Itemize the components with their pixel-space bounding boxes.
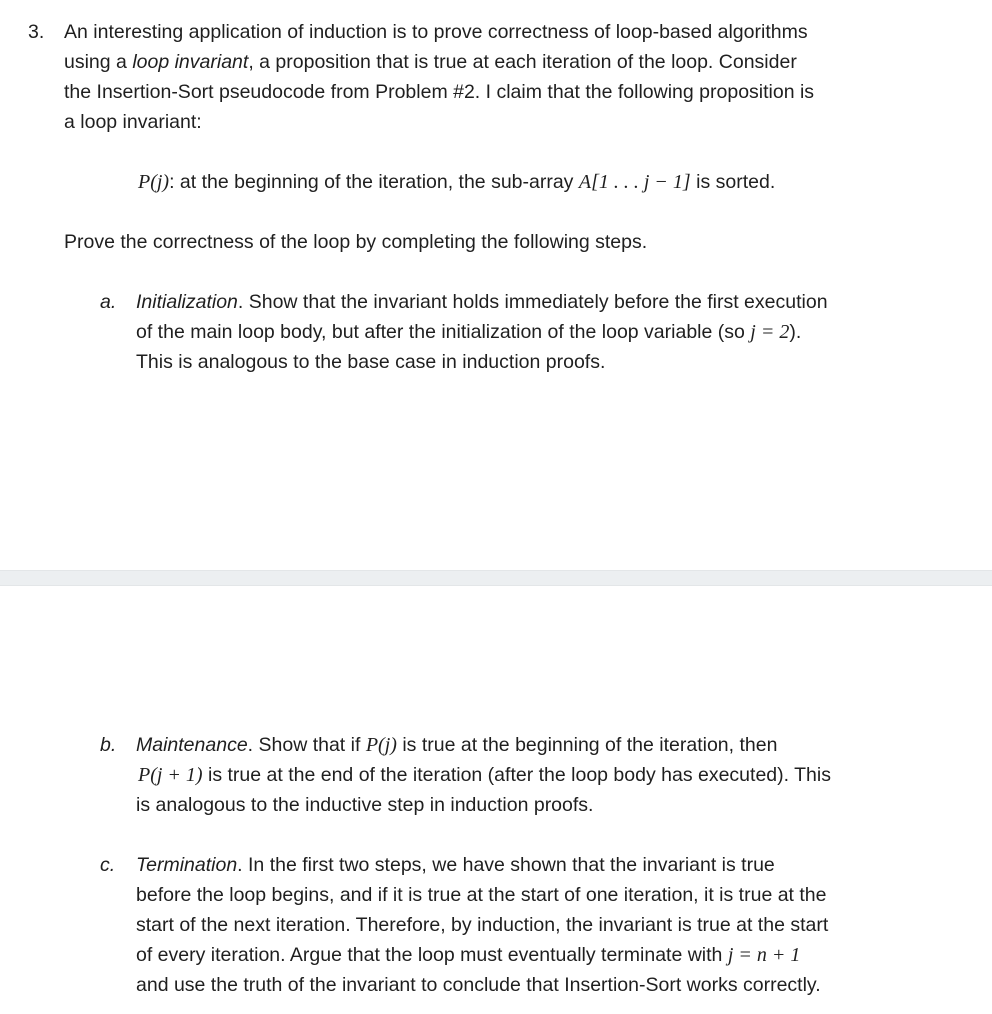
math-p-of-j-plus-1: P(j + 1) [138, 764, 203, 786]
term-loop-invariant: loop invariant [132, 51, 249, 73]
math-p-of-j-b: P(j) [365, 734, 397, 756]
section-divider [0, 570, 992, 586]
part-b-line-2: P(j + 1) is true at the end of the iteration (after the loop body has executed). This [138, 764, 831, 786]
intro-line-1: An interesting application of induction is to prove correctness of loop-based algorithms [64, 21, 808, 43]
part-a-line-3: This is analogous to the base case in induction proofs. [136, 351, 606, 373]
part-c-marker: c. [100, 854, 116, 876]
part-c-line-3: start of the next iteration. Therefore, by induction, the invariant is true at the start [136, 914, 829, 936]
part-c-line-5: and use the truth of the invariant to conclude that Insertion-Sort works correctly. [136, 974, 821, 996]
part-c-line-2: before the loop begins, and if it is true at the start of one iteration, it is true at the [136, 884, 827, 906]
part-c-line-4: of every iteration. Argue that the loop must eventually terminate with j = n + 1 [136, 944, 801, 966]
prove-instruction: Prove the correctness of the loop by completing the following steps. [64, 231, 648, 253]
invariant-proposition: P(j): at the beginning of the iteration, the sub-array A[1 . . . j − 1] is sorted. [138, 171, 776, 193]
math-subarray: A[1 . . . j − 1] [578, 171, 691, 193]
part-a-marker: a. [100, 291, 117, 313]
intro-line-3: the Insertion-Sort pseudocode from Problem #2. I claim that the following proposition is [64, 81, 815, 103]
part-b-line-3: is analogous to the inductive step in induction proofs. [136, 794, 594, 816]
math-j-equals-n-plus-1: j = n + 1 [727, 944, 801, 966]
intro-line-4: a loop invariant: [64, 111, 202, 133]
part-b-line-1: Maintenance. Show that if P(j) is true at the beginning of the iteration, then [136, 734, 778, 756]
part-b-marker: b. [100, 734, 117, 756]
intro-line-2: using a loop invariant, a proposition that is true at each iteration of the loop. Consider [64, 51, 797, 73]
part-a-title: Initialization [136, 291, 238, 313]
part-c-line-1: Termination. In the first two steps, we have shown that the invariant is true [136, 854, 775, 876]
part-a-line-2: of the main loop body, but after the initialization of the loop variable (so j = 2). [136, 321, 802, 343]
part-a-line-1: Initialization. Show that the invariant holds immediately before the first execution [136, 291, 828, 313]
part-b-title: Maintenance [136, 734, 248, 756]
math-p-of-j: P(j) [138, 171, 170, 193]
problem-number: 3. [28, 21, 45, 43]
math-j-equals-2: j = 2 [750, 321, 790, 343]
part-c-title: Termination [136, 854, 238, 876]
